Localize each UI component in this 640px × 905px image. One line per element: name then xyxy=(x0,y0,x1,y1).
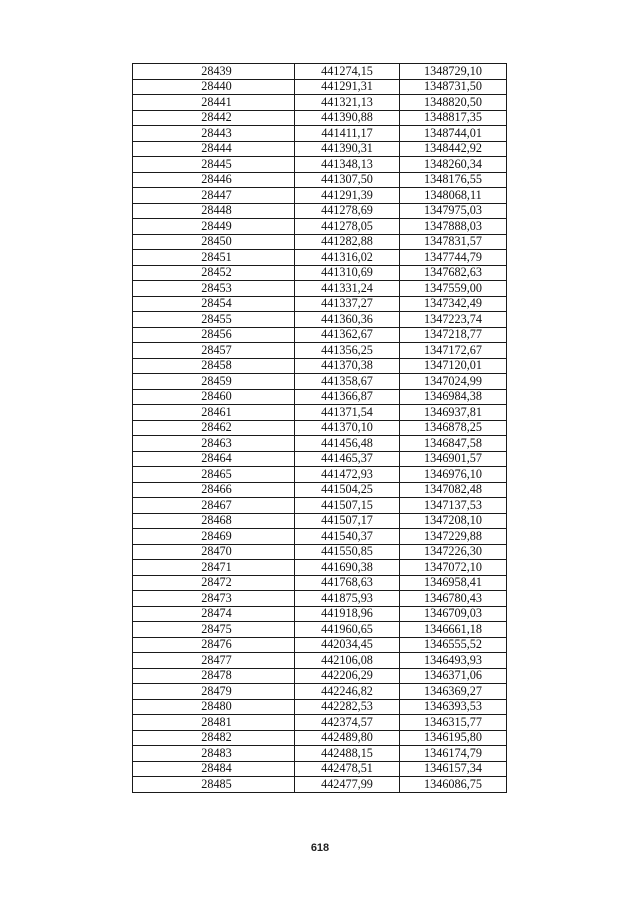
point-number-cell: 28457 xyxy=(133,343,295,359)
x-coordinate-cell: 442374,57 xyxy=(295,715,400,731)
table-row xyxy=(133,405,507,421)
y-coordinate-cell: 1346976,10 xyxy=(400,467,507,483)
table-row xyxy=(133,606,507,622)
x-coordinate-cell: 441282,88 xyxy=(295,234,400,250)
point-number-cell: 28474 xyxy=(133,606,295,622)
x-coordinate-cell: 441371,54 xyxy=(295,405,400,421)
x-coordinate-cell: 441465,37 xyxy=(295,451,400,467)
y-coordinate-cell: 1348729,10 xyxy=(400,64,507,80)
table-row xyxy=(133,188,507,204)
point-number-cell: 28484 xyxy=(133,761,295,777)
y-coordinate-cell: 1347342,49 xyxy=(400,296,507,312)
y-coordinate-cell: 1346369,27 xyxy=(400,684,507,700)
y-coordinate-cell: 1346958,41 xyxy=(400,575,507,591)
point-number-cell: 28461 xyxy=(133,405,295,421)
y-coordinate-cell: 1348068,11 xyxy=(400,188,507,204)
y-coordinate-cell: 1347888,03 xyxy=(400,219,507,235)
x-coordinate-cell: 441472,93 xyxy=(295,467,400,483)
point-number-cell: 28452 xyxy=(133,265,295,281)
table-row xyxy=(133,141,507,157)
y-coordinate-cell: 1346661,18 xyxy=(400,622,507,638)
y-coordinate-cell: 1347744,79 xyxy=(400,250,507,266)
table-row xyxy=(133,451,507,467)
y-coordinate-cell: 1346780,43 xyxy=(400,591,507,607)
y-coordinate-cell: 1348820,50 xyxy=(400,95,507,111)
point-number-cell: 28475 xyxy=(133,622,295,638)
point-number-cell: 28446 xyxy=(133,172,295,188)
point-number-cell: 28471 xyxy=(133,560,295,576)
table-row xyxy=(133,172,507,188)
x-coordinate-cell: 442489,80 xyxy=(295,730,400,746)
y-coordinate-cell: 1346555,52 xyxy=(400,637,507,653)
point-number-cell: 28462 xyxy=(133,420,295,436)
y-coordinate-cell: 1346195,80 xyxy=(400,730,507,746)
table-row xyxy=(133,219,507,235)
y-coordinate-cell: 1346901,57 xyxy=(400,451,507,467)
table-row xyxy=(133,699,507,715)
point-number-cell: 28450 xyxy=(133,234,295,250)
table-row xyxy=(133,777,507,793)
x-coordinate-cell: 441504,25 xyxy=(295,482,400,498)
table-row xyxy=(133,312,507,328)
table-row xyxy=(133,575,507,591)
point-number-cell: 28460 xyxy=(133,389,295,405)
table-row xyxy=(133,591,507,607)
x-coordinate-cell: 441278,69 xyxy=(295,203,400,219)
x-coordinate-cell: 441690,38 xyxy=(295,560,400,576)
y-coordinate-cell: 1346937,81 xyxy=(400,405,507,421)
x-coordinate-cell: 441918,96 xyxy=(295,606,400,622)
x-coordinate-cell: 441390,31 xyxy=(295,141,400,157)
y-coordinate-cell: 1347559,00 xyxy=(400,281,507,297)
point-number-cell: 28458 xyxy=(133,358,295,374)
x-coordinate-cell: 441370,10 xyxy=(295,420,400,436)
table-row xyxy=(133,265,507,281)
x-coordinate-cell: 442478,51 xyxy=(295,761,400,777)
y-coordinate-cell: 1348260,34 xyxy=(400,157,507,173)
table-row xyxy=(133,622,507,638)
point-number-cell: 28485 xyxy=(133,777,295,793)
table-row xyxy=(133,343,507,359)
y-coordinate-cell: 1347975,03 xyxy=(400,203,507,219)
x-coordinate-cell: 441356,25 xyxy=(295,343,400,359)
x-coordinate-cell: 441370,38 xyxy=(295,358,400,374)
table-row xyxy=(133,467,507,483)
point-number-cell: 28440 xyxy=(133,79,295,95)
x-coordinate-cell: 442034,45 xyxy=(295,637,400,653)
table-row xyxy=(133,668,507,684)
y-coordinate-cell: 1346371,06 xyxy=(400,668,507,684)
x-coordinate-cell: 441362,67 xyxy=(295,327,400,343)
table-row xyxy=(133,126,507,142)
y-coordinate-cell: 1348176,55 xyxy=(400,172,507,188)
table-row xyxy=(133,203,507,219)
x-coordinate-cell: 442488,15 xyxy=(295,746,400,762)
table-row xyxy=(133,560,507,576)
point-number-cell: 28463 xyxy=(133,436,295,452)
x-coordinate-cell: 441390,88 xyxy=(295,110,400,126)
point-number-cell: 28468 xyxy=(133,513,295,529)
table-row xyxy=(133,327,507,343)
table-row xyxy=(133,746,507,762)
table-row xyxy=(133,482,507,498)
table-row xyxy=(133,529,507,545)
y-coordinate-cell: 1347137,53 xyxy=(400,498,507,514)
table-row xyxy=(133,110,507,126)
table-row xyxy=(133,420,507,436)
point-number-cell: 28469 xyxy=(133,529,295,545)
x-coordinate-cell: 441411,17 xyxy=(295,126,400,142)
table-row xyxy=(133,95,507,111)
point-number-cell: 28453 xyxy=(133,281,295,297)
y-coordinate-cell: 1348731,50 xyxy=(400,79,507,95)
x-coordinate-cell: 441540,37 xyxy=(295,529,400,545)
y-coordinate-cell: 1347172,67 xyxy=(400,343,507,359)
table-row xyxy=(133,544,507,560)
y-coordinate-cell: 1346157,34 xyxy=(400,761,507,777)
point-number-cell: 28445 xyxy=(133,157,295,173)
x-coordinate-cell: 441456,48 xyxy=(295,436,400,452)
point-number-cell: 28455 xyxy=(133,312,295,328)
x-coordinate-cell: 441291,39 xyxy=(295,188,400,204)
x-coordinate-cell: 442106,08 xyxy=(295,653,400,669)
x-coordinate-cell: 441960,65 xyxy=(295,622,400,638)
x-coordinate-cell: 441366,87 xyxy=(295,389,400,405)
x-coordinate-cell: 441550,85 xyxy=(295,544,400,560)
table-row xyxy=(133,64,507,80)
y-coordinate-cell: 1347120,01 xyxy=(400,358,507,374)
coordinates-table-body xyxy=(133,64,507,793)
point-number-cell: 28467 xyxy=(133,498,295,514)
point-number-cell: 28473 xyxy=(133,591,295,607)
x-coordinate-cell: 441875,93 xyxy=(295,591,400,607)
x-coordinate-cell: 441307,50 xyxy=(295,172,400,188)
x-coordinate-cell: 441360,36 xyxy=(295,312,400,328)
y-coordinate-cell: 1346878,25 xyxy=(400,420,507,436)
table-row xyxy=(133,730,507,746)
y-coordinate-cell: 1346393,53 xyxy=(400,699,507,715)
point-number-cell: 28448 xyxy=(133,203,295,219)
table-row xyxy=(133,653,507,669)
y-coordinate-cell: 1346174,79 xyxy=(400,746,507,762)
x-coordinate-cell: 442246,82 xyxy=(295,684,400,700)
y-coordinate-cell: 1346984,38 xyxy=(400,389,507,405)
point-number-cell: 28476 xyxy=(133,637,295,653)
point-number-cell: 28472 xyxy=(133,575,295,591)
table-row xyxy=(133,358,507,374)
point-number-cell: 28449 xyxy=(133,219,295,235)
table-row xyxy=(133,250,507,266)
table-row xyxy=(133,157,507,173)
y-coordinate-cell: 1346847,58 xyxy=(400,436,507,452)
x-coordinate-cell: 441507,15 xyxy=(295,498,400,514)
x-coordinate-cell: 442282,53 xyxy=(295,699,400,715)
point-number-cell: 28483 xyxy=(133,746,295,762)
point-number-cell: 28464 xyxy=(133,451,295,467)
y-coordinate-cell: 1347831,57 xyxy=(400,234,507,250)
y-coordinate-cell: 1347082,48 xyxy=(400,482,507,498)
table-row xyxy=(133,498,507,514)
point-number-cell: 28477 xyxy=(133,653,295,669)
point-number-cell: 28480 xyxy=(133,699,295,715)
x-coordinate-cell: 442477,99 xyxy=(295,777,400,793)
point-number-cell: 28439 xyxy=(133,64,295,80)
table-row xyxy=(133,715,507,731)
y-coordinate-cell: 1347072,10 xyxy=(400,560,507,576)
x-coordinate-cell: 441310,69 xyxy=(295,265,400,281)
x-coordinate-cell: 441507,17 xyxy=(295,513,400,529)
y-coordinate-cell: 1346315,77 xyxy=(400,715,507,731)
coordinates-table xyxy=(132,63,507,793)
table-row xyxy=(133,684,507,700)
x-coordinate-cell: 441321,13 xyxy=(295,95,400,111)
x-coordinate-cell: 441358,67 xyxy=(295,374,400,390)
point-number-cell: 28444 xyxy=(133,141,295,157)
table-row xyxy=(133,281,507,297)
table-row xyxy=(133,637,507,653)
y-coordinate-cell: 1347208,10 xyxy=(400,513,507,529)
point-number-cell: 28441 xyxy=(133,95,295,111)
table-row xyxy=(133,374,507,390)
point-number-cell: 28466 xyxy=(133,482,295,498)
x-coordinate-cell: 441768,63 xyxy=(295,575,400,591)
x-coordinate-cell: 441331,24 xyxy=(295,281,400,297)
y-coordinate-cell: 1347229,88 xyxy=(400,529,507,545)
y-coordinate-cell: 1346709,03 xyxy=(400,606,507,622)
x-coordinate-cell: 441348,13 xyxy=(295,157,400,173)
x-coordinate-cell: 441316,02 xyxy=(295,250,400,266)
x-coordinate-cell: 441337,27 xyxy=(295,296,400,312)
point-number-cell: 28465 xyxy=(133,467,295,483)
x-coordinate-cell: 441274,15 xyxy=(295,64,400,80)
point-number-cell: 28456 xyxy=(133,327,295,343)
y-coordinate-cell: 1348817,35 xyxy=(400,110,507,126)
point-number-cell: 28482 xyxy=(133,730,295,746)
point-number-cell: 28481 xyxy=(133,715,295,731)
y-coordinate-cell: 1347218,77 xyxy=(400,327,507,343)
table-row xyxy=(133,234,507,250)
y-coordinate-cell: 1347682,63 xyxy=(400,265,507,281)
x-coordinate-cell: 441291,31 xyxy=(295,79,400,95)
point-number-cell: 28479 xyxy=(133,684,295,700)
point-number-cell: 28478 xyxy=(133,668,295,684)
y-coordinate-cell: 1347223,74 xyxy=(400,312,507,328)
y-coordinate-cell: 1346086,75 xyxy=(400,777,507,793)
point-number-cell: 28470 xyxy=(133,544,295,560)
table-row xyxy=(133,513,507,529)
table-row xyxy=(133,436,507,452)
table-row xyxy=(133,79,507,95)
y-coordinate-cell: 1347226,30 xyxy=(400,544,507,560)
y-coordinate-cell: 1346493,93 xyxy=(400,653,507,669)
point-number-cell: 28443 xyxy=(133,126,295,142)
x-coordinate-cell: 442206,29 xyxy=(295,668,400,684)
point-number-cell: 28442 xyxy=(133,110,295,126)
table-row xyxy=(133,761,507,777)
point-number-cell: 28459 xyxy=(133,374,295,390)
point-number-cell: 28447 xyxy=(133,188,295,204)
x-coordinate-cell: 441278,05 xyxy=(295,219,400,235)
point-number-cell: 28454 xyxy=(133,296,295,312)
page-number: 618 xyxy=(310,842,330,854)
y-coordinate-cell: 1348744,01 xyxy=(400,126,507,142)
y-coordinate-cell: 1348442,92 xyxy=(400,141,507,157)
table-row xyxy=(133,296,507,312)
table-row xyxy=(133,389,507,405)
y-coordinate-cell: 1347024,99 xyxy=(400,374,507,390)
point-number-cell: 28451 xyxy=(133,250,295,266)
